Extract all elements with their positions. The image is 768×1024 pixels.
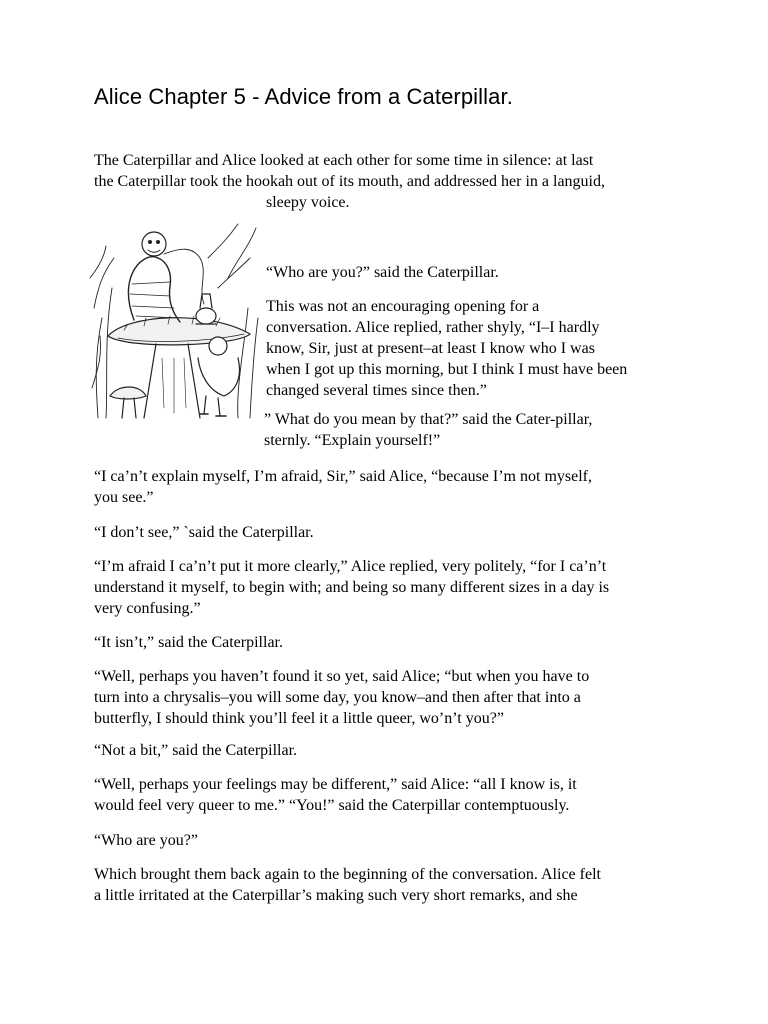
paragraph (264, 409, 592, 451)
text-line: sternly. “Explain yourself!” (264, 432, 441, 449)
text-line: “I don’t see,” `said the Caterpillar. (94, 524, 314, 541)
alice-figure (198, 337, 239, 416)
text-line: the Caterpillar took the hookah out of its mouth, and addressed her in a languid, (94, 173, 605, 190)
text-line: turn into a chrysalis–you will some day, you know–and then after that into a (94, 689, 581, 706)
text-line: “Who are you?” (94, 832, 198, 849)
text-line: “Well, perhaps you haven’t found it so yet, said Alice; “but when you have to (94, 668, 590, 685)
text-line: sleepy voice. (266, 194, 350, 211)
intro-paragraph (94, 150, 605, 213)
text-line: when I got up this morning, but I think I must have been (266, 361, 628, 378)
text-line: “It isn’t,” said the Caterpillar. (94, 634, 283, 651)
text-line: changed several times since then.” (266, 382, 487, 399)
hookah (164, 249, 216, 324)
caterpillar (128, 232, 180, 322)
paragraph (94, 666, 589, 729)
text-line: you see.” (94, 489, 154, 506)
text-line: understand it myself, to begin with; and being so many different sizes in a day is (94, 579, 610, 596)
paragraph (94, 740, 297, 761)
text-line: conversation. Alice replied, rather shyly, “I–I hardly (266, 319, 600, 336)
paragraph (94, 864, 601, 906)
text-line: Which brought them back again to the beginning of the conversation. Alice felt (94, 866, 601, 883)
caterpillar-on-mushroom-illustration (88, 218, 260, 420)
paragraph (266, 296, 627, 401)
text-line: “Who are you?” said the Caterpillar. (266, 264, 499, 281)
paragraph (94, 466, 592, 508)
page-title: Alice Chapter 5 - Advice from a Caterpillar. (94, 84, 513, 109)
text-line: would feel very queer to me.” “You!” said the Caterpillar contemptuously. (94, 797, 570, 814)
text-line: “Not a bit,” said the Caterpillar. (94, 742, 298, 759)
text-line: ” What do you mean by that?” said the Cater-pillar, (264, 411, 593, 428)
paragraph (94, 830, 198, 851)
paragraph (94, 556, 609, 619)
text-line: a little irritated at the Caterpillar’s making such very short remarks, and she (94, 887, 578, 904)
text-line: The Caterpillar and Alice looked at each other for some time in silence: at last (94, 152, 594, 169)
paragraph (94, 774, 577, 816)
text-line: This was not an encouraging opening for a (266, 298, 540, 315)
paragraph (266, 262, 499, 283)
text-line: very confusing.” (94, 600, 201, 617)
paragraph (94, 632, 283, 653)
text-line: “I’m afraid I ca’n’t put it more clearly,” Alice replied, very politely, “for I ca’n’t (94, 558, 607, 575)
paragraph (94, 522, 314, 543)
text-line: know, Sir, just at present–at least I know who I was (266, 340, 595, 357)
text-line: “Well, perhaps your feelings may be different,” said Alice: “all I know is, it (94, 776, 577, 793)
text-line: butterfly, I should think you’ll feel it a little queer, wo’n’t you?” (94, 710, 504, 727)
text-line: “I ca’n’t explain myself, I’m afraid, Sir,” said Alice, “because I’m not myself, (94, 468, 592, 485)
